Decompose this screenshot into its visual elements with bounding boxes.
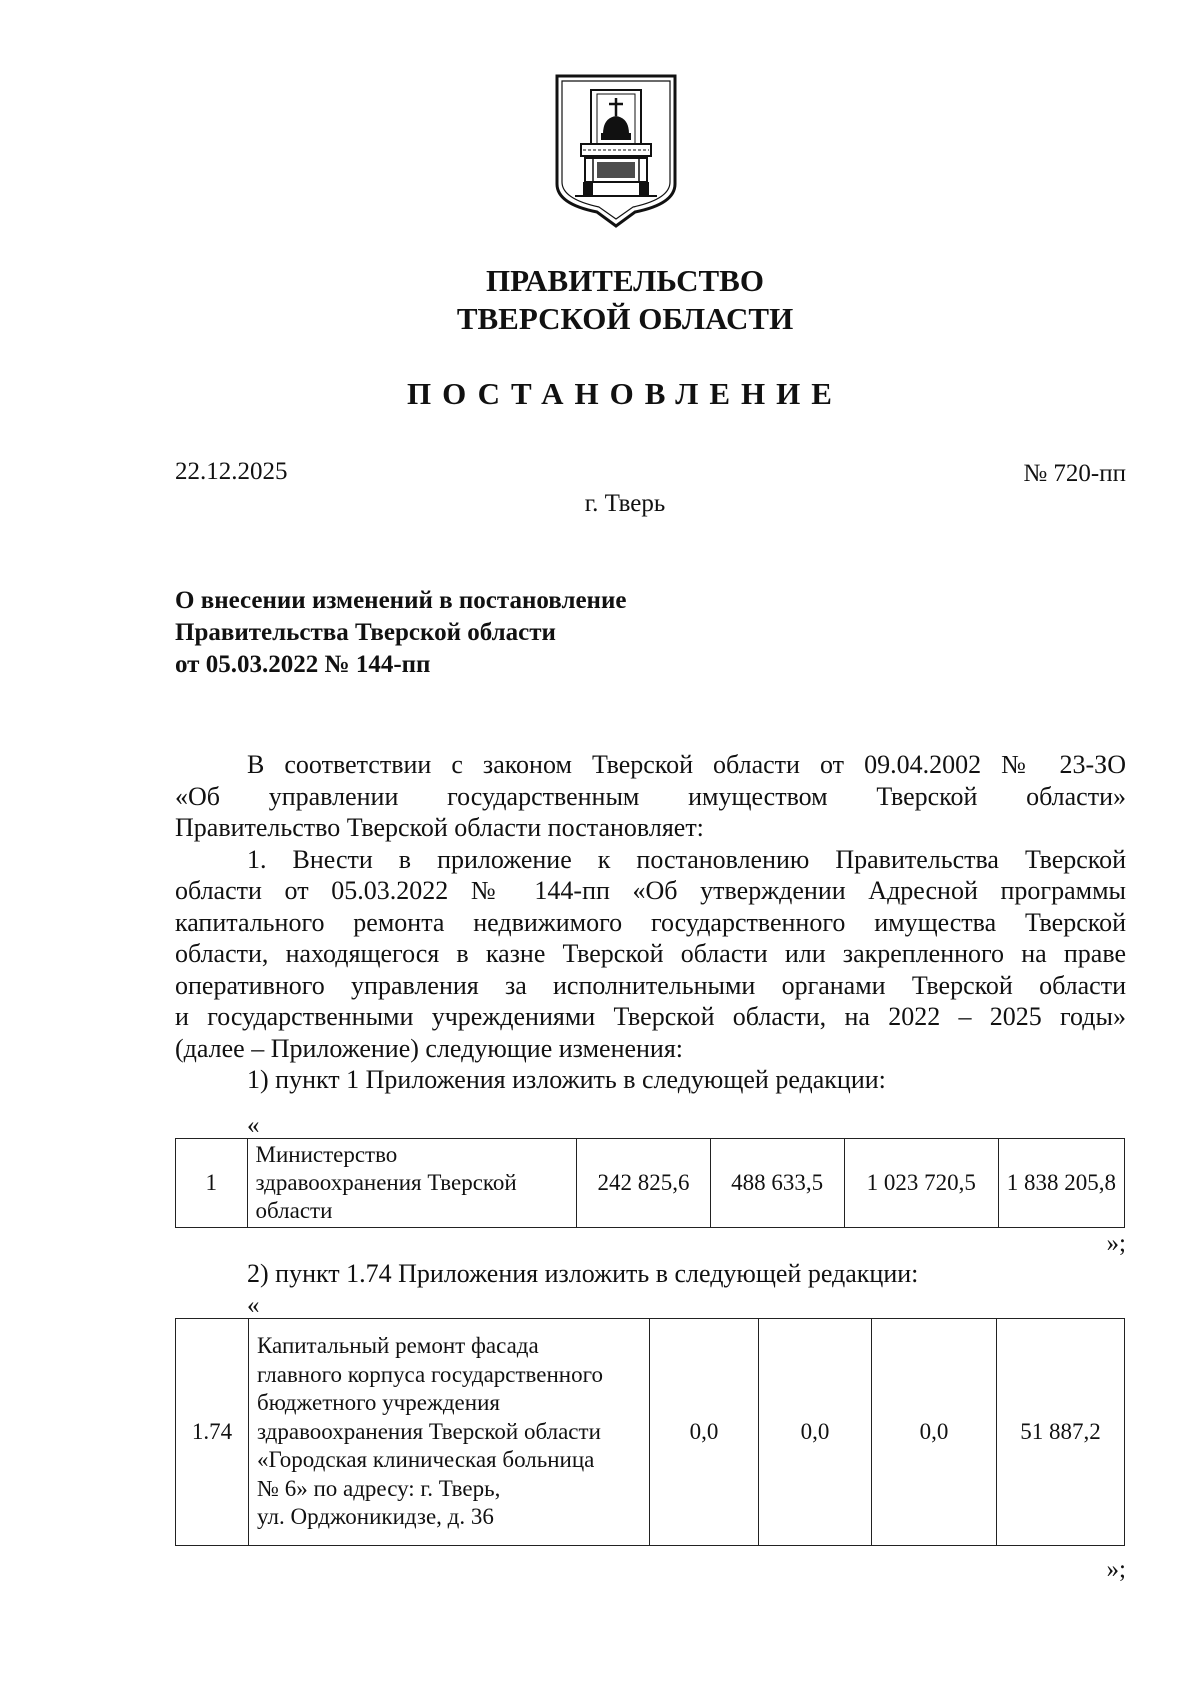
item1-line: и государственными учреждениями Тверской области, на 2022 – 2025 годы» bbox=[175, 1002, 1126, 1031]
row-name-line: Капитальный ремонт фасада bbox=[257, 1333, 539, 1359]
row-number: 1.74 bbox=[176, 1319, 249, 1546]
subitem1-intro: 1) пункт 1 Приложения изложить в следующей редакции: bbox=[247, 1065, 886, 1094]
item1-line: капитального ремонта недвижимого государственного имущества Тверской bbox=[175, 907, 1126, 937]
row-value: 1 023 720,5 bbox=[844, 1139, 998, 1228]
row-name-line: № 6» по адресу: г. Тверь, bbox=[257, 1475, 501, 1501]
row-value: 0,0 bbox=[650, 1319, 759, 1546]
tver-coat-of-arms-icon bbox=[553, 72, 679, 228]
document-city: г. Тверь bbox=[584, 490, 666, 517]
subitem2-intro: 2) пункт 1.74 Приложения изложить в следующей редакции: bbox=[247, 1259, 919, 1288]
row-name-line: бюджетного учреждения bbox=[257, 1390, 500, 1416]
close-quote: »; bbox=[1106, 1556, 1126, 1583]
government-name-line1: ПРАВИТЕЛЬСТВО bbox=[486, 263, 764, 298]
preamble-line: «Об управлении государственным имуществом Тверской области» bbox=[175, 781, 1126, 811]
preamble-line: Правительство Тверской области постановляет: bbox=[175, 813, 704, 842]
amendment-table-2 bbox=[175, 1318, 1125, 1546]
row-value: 0,0 bbox=[759, 1319, 872, 1546]
item1-line: области от 05.03.2022 № 144-пп «Об утверждении Адресной программы bbox=[175, 876, 1126, 905]
subject-line: от 05.03.2022 № 144-пп bbox=[175, 651, 431, 678]
open-quote: « bbox=[247, 1292, 260, 1319]
table-row bbox=[176, 1319, 1125, 1546]
item1-line: (далее – Приложение) следующие изменения: bbox=[175, 1033, 684, 1063]
document-body bbox=[175, 749, 1126, 1096]
row-value: 242 825,6 bbox=[577, 1139, 710, 1228]
row-value: 488 633,5 bbox=[710, 1139, 844, 1228]
row-value: 0,0 bbox=[872, 1319, 997, 1546]
row-name-line: главного корпуса государственного bbox=[257, 1361, 603, 1387]
subject-line: Правительства Тверской области bbox=[175, 619, 556, 646]
row-name-line: здравоохранения Тверской области bbox=[257, 1418, 601, 1444]
row-name: Министерство здравоохранения Тверской области bbox=[247, 1139, 577, 1228]
preamble-line: В соответствии с законом Тверской области от 09.04.2002 № 23-ЗО bbox=[247, 750, 1126, 779]
row-number: 1 bbox=[176, 1139, 248, 1228]
document-number: № 720-пп bbox=[1023, 460, 1126, 487]
document-type: ПОСТАНОВЛЕНИЕ bbox=[407, 376, 843, 411]
document-date: 22.12.2025 bbox=[175, 458, 288, 485]
amendment-table-1 bbox=[175, 1138, 1125, 1228]
subitem2-block bbox=[175, 1258, 1126, 1290]
item1-line: оперативного управления за исполнительными органами Тверской области bbox=[175, 970, 1126, 1000]
open-quote: « bbox=[247, 1112, 260, 1139]
item1-line: области, находящегося в казне Тверской области или закрепленного на праве bbox=[175, 939, 1126, 968]
item1-line: 1. Внести в приложение к постановлению Правительства Тверской bbox=[247, 844, 1126, 874]
government-name-line2: ТВЕРСКОЙ ОБЛАСТИ bbox=[456, 301, 794, 336]
row-name-line: ул. Орджоникидзе, д. 36 bbox=[257, 1504, 494, 1530]
close-quote: »; bbox=[1106, 1230, 1126, 1257]
table-row bbox=[176, 1139, 1125, 1228]
document-subject bbox=[175, 585, 775, 681]
row-value: 1 838 205,8 bbox=[998, 1139, 1124, 1228]
row-value: 51 887,2 bbox=[997, 1319, 1125, 1546]
subject-line: О внесении изменений в постановление bbox=[175, 587, 627, 614]
row-name-line: «Городская клиническая больница bbox=[257, 1447, 595, 1473]
row-name bbox=[249, 1319, 650, 1546]
